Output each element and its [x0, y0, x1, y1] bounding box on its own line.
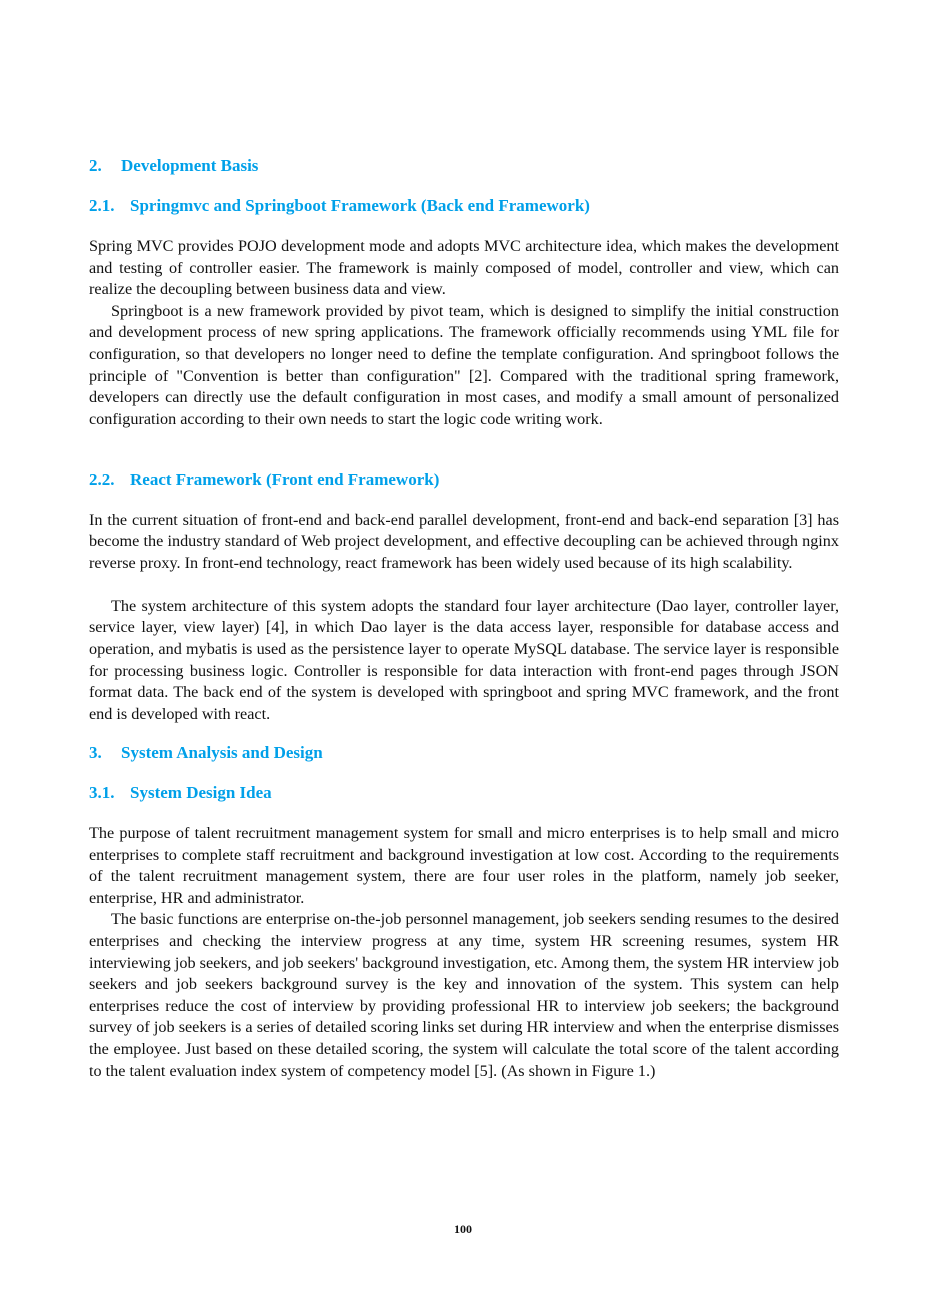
section-number: 3.	[89, 743, 102, 762]
paragraph-architecture: The system architecture of this system adopts the standard four layer architecture (Dao layer, controller layer, service layer, view layer) [4], in which Dao layer is the data access layer, responsible for database access and operation, and mybatis is used as the persistence layer to operate MySQL database. The service layer is responsible for processing business logic. Controller is responsible for data interaction with front-end pages through JSON format data. The back end of the system is developed with springboot and spring MVC framework, and the front end is developed with react.	[89, 596, 839, 723]
section-heading-3	[89, 743, 323, 763]
page-number: 100	[454, 1222, 472, 1236]
section-title: Springmvc and Springboot Framework (Back end Framework)	[130, 196, 590, 215]
paragraph-springboot: Springboot is a new framework provided by pivot team, which is designed to simplify the initial construction and development process of new spring applications. The framework officially recommends using YML file for configuration, so that developers no longer need to define the template configuration. And springboot follows the principle of "Convention is better than configuration" [2]. Compared with the traditional spring framework, developers can directly use the default configuration in most cases, and modify a small amount of personalized configuration according to their own needs to start the logic code writing work.	[89, 301, 839, 428]
section-number: 3.1.	[89, 783, 115, 802]
section-heading-2	[89, 156, 258, 176]
subsection-heading-3-1	[89, 783, 272, 803]
paragraph-system-purpose: The purpose of talent recruitment management system for small and micro enterprises is to help small and micro enterprises to complete staff recruitment and background investigation at low cost. According to the requirements of the talent recruitment management system, there are four user roles in the platform, namely job seeker, enterprise, HR and administrator.	[89, 824, 839, 907]
subsection-heading-2-1	[89, 196, 590, 216]
section-title: React Framework (Front end Framework)	[130, 470, 440, 489]
paragraph-basic-functions: The basic functions are enterprise on-the-job personnel management, job seekers sending resumes to the desired enterprises and checking the interview progress at any time, system HR screening resumes, system HR interviewing job seekers, and job seekers' background investigation, etc. Among them, the system HR interview job seekers and job seekers background survey is the key and innovation of the system. This system can help enterprises reduce the cost of interview by providing professional HR to interview job seekers; the background survey of job seekers is a series of detailed scoring links set during HR interview and when the enterprise dismisses the employee. Just based on these detailed scoring, the system will calculate the total score of the talent according to the talent evaluation index system of competency model [5]. (As shown in Figure 1.)	[89, 910, 839, 1080]
section-title: System Analysis and Design	[121, 743, 323, 762]
section-title: System Design Idea	[130, 783, 272, 802]
subsection-heading-2-2	[89, 470, 439, 490]
section-number: 2.	[89, 156, 102, 175]
section-number: 2.2.	[89, 470, 115, 489]
section-title: Development Basis	[121, 156, 259, 175]
section-number: 2.1.	[89, 196, 115, 215]
paragraph-react-intro: In the current situation of front-end and back-end parallel development, front-end and back-end separation [3] has become the industry standard of Web project development, and effective decoupling can be achieved through nginx reverse proxy. In front-end technology, react framework has been widely used because of its high scalability.	[89, 510, 839, 572]
paragraph-spring-mvc: Spring MVC provides POJO development mode and adopts MVC architecture idea, which makes the development and testing of controller easier. The framework is mainly composed of model, controller and view, which can realize the decoupling between business data and view.	[89, 237, 839, 299]
